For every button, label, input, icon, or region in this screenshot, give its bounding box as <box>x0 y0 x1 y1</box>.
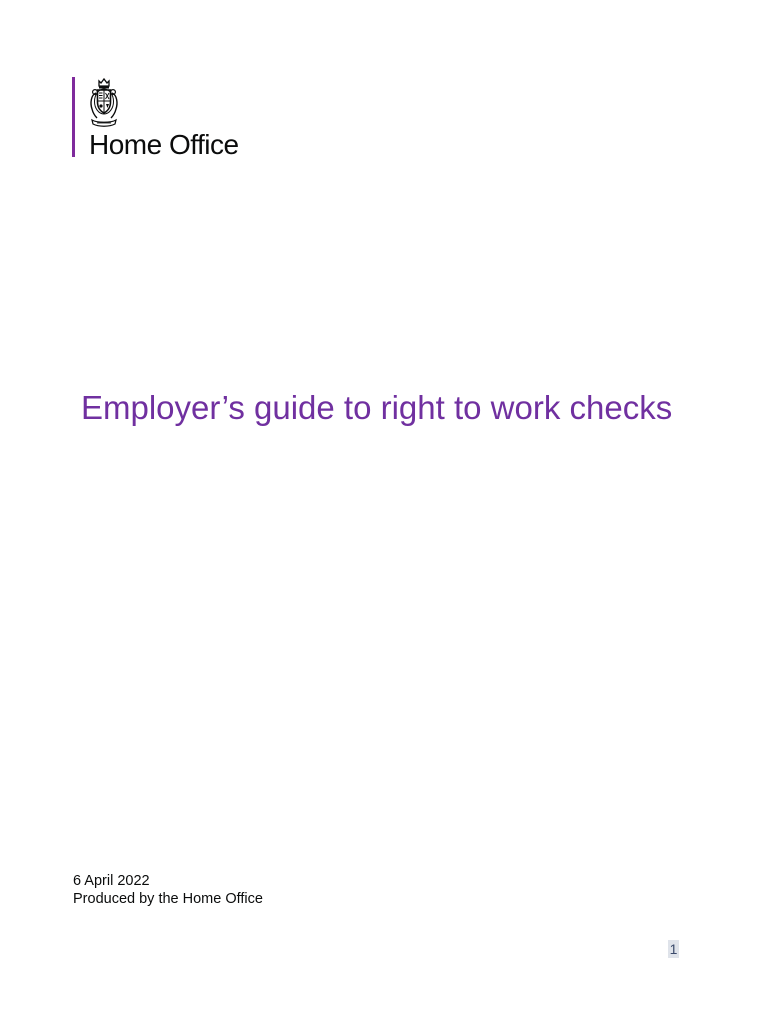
document-meta <box>73 872 263 908</box>
royal-coat-of-arms-icon <box>87 77 121 129</box>
publication-date: 6 April 2022 <box>73 873 150 889</box>
logo-accent-rule <box>72 77 75 157</box>
producer-line: Produced by the Home Office <box>73 891 263 907</box>
page-number: 1 <box>669 941 678 957</box>
organisation-name: Home Office <box>89 129 239 160</box>
document-title: Employer’s guide to right to work checks <box>81 389 673 426</box>
